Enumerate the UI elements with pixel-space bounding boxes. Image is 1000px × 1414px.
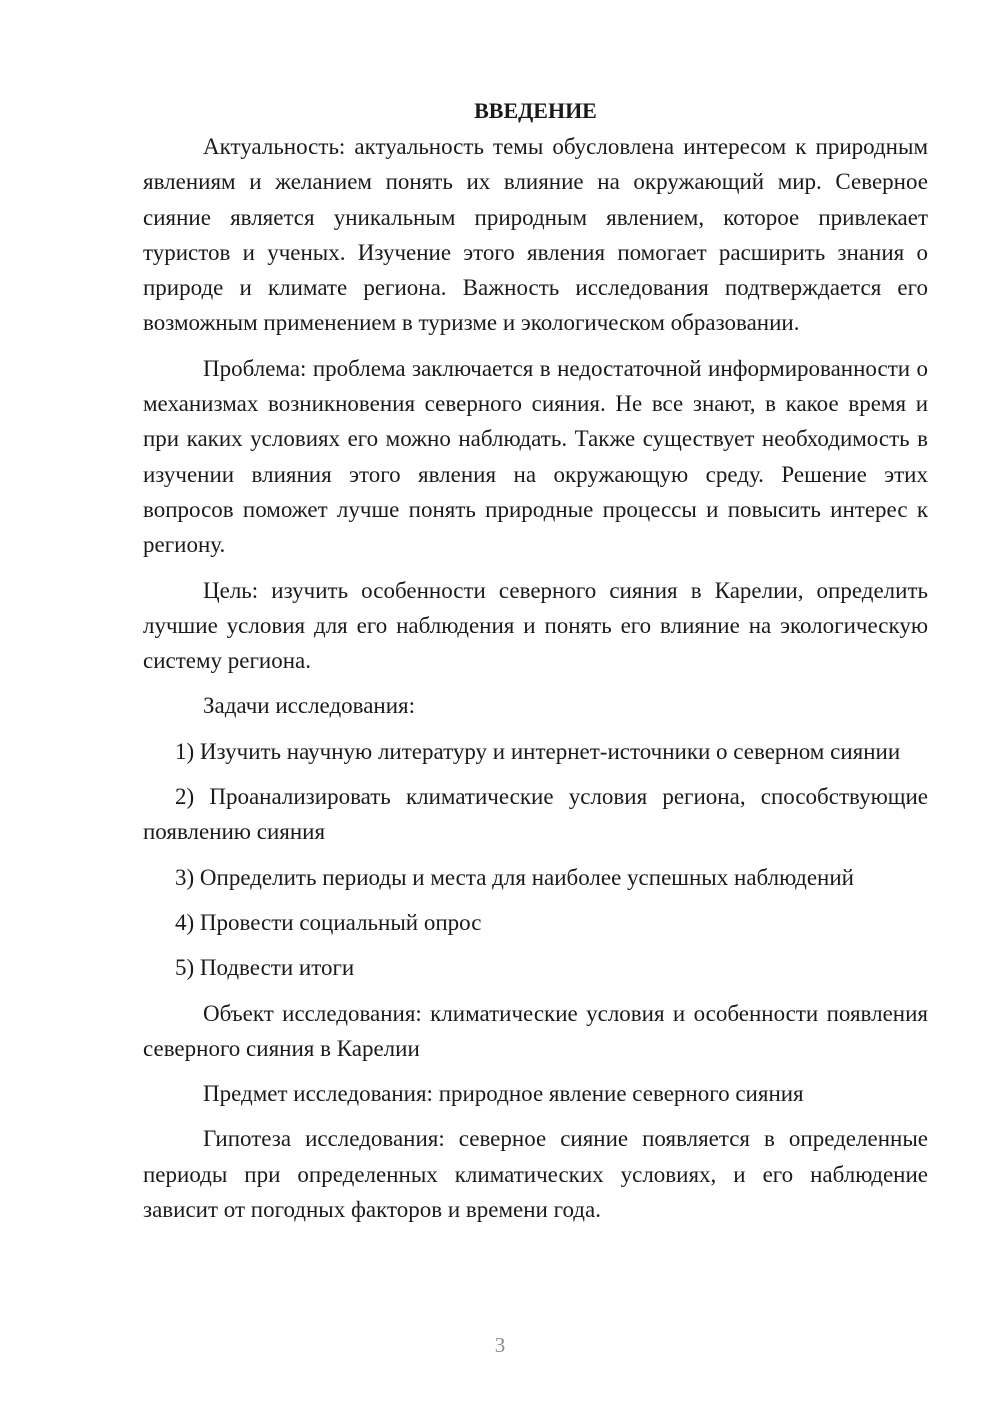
document-body xyxy=(143,93,928,1227)
page-number: 3 xyxy=(494,1333,506,1357)
task-item-5: 5) Подвести итоги xyxy=(175,955,355,981)
goal-paragraph: Цель: изучить особенности северного сияния в Карелии, определить лучшие условия для его наблюдения и понять его влияние на экологическую систему региона. xyxy=(143,577,928,674)
problem-paragraph: Проблема: проблема заключается в недостаточной информированности о механизмах возникновения северного сияния. Не все знают, в какое время и при каких условиях его можно наблюдать. Также существует необходимость в изучении влияния этого явления на окружающую среду. Решение этих вопросов поможет лучше понять природные процессы и повысить интерес к региону. xyxy=(143,355,928,558)
hypothesis-paragraph: Гипотеза исследования: северное сияние появляется в определенные периоды при определенных климатических условиях, и его наблюдение зависит от погодных факторов и времени года. xyxy=(143,1126,928,1223)
task-item-3: 3) Определить периоды и места для наиболее успешных наблюдений xyxy=(175,864,854,890)
task-item-1: 1) Изучить научную литературу и интернет-источники о северном сиянии xyxy=(175,738,901,764)
task-item-2: 2) Проанализировать климатические условия региона, способствующие появлению сияния xyxy=(143,784,928,845)
object-paragraph: Объект исследования: климатические условия и особенности появления северного сияния в Карелии xyxy=(143,1000,928,1061)
relevance-paragraph: Актуальность: актуальность темы обусловлена интересом к природным явлениям и желанием понять их влияние на окружающий мир. Северное сияние является уникальным природным явлением, которое привлекает туристов и ученых. Изучение этого явления помогает расширить знания о природе и климате региона. Важность исследования подтверждается его возможным применением в туризме и экологическом образовании. xyxy=(143,134,928,336)
task-item-4: 4) Провести социальный опрос xyxy=(175,909,482,935)
tasks-heading: Задачи исследования: xyxy=(203,693,416,719)
page-title: ВВЕДЕНИЕ xyxy=(474,98,597,123)
subject-paragraph: Предмет исследования: природное явление северного сияния xyxy=(203,1081,804,1107)
